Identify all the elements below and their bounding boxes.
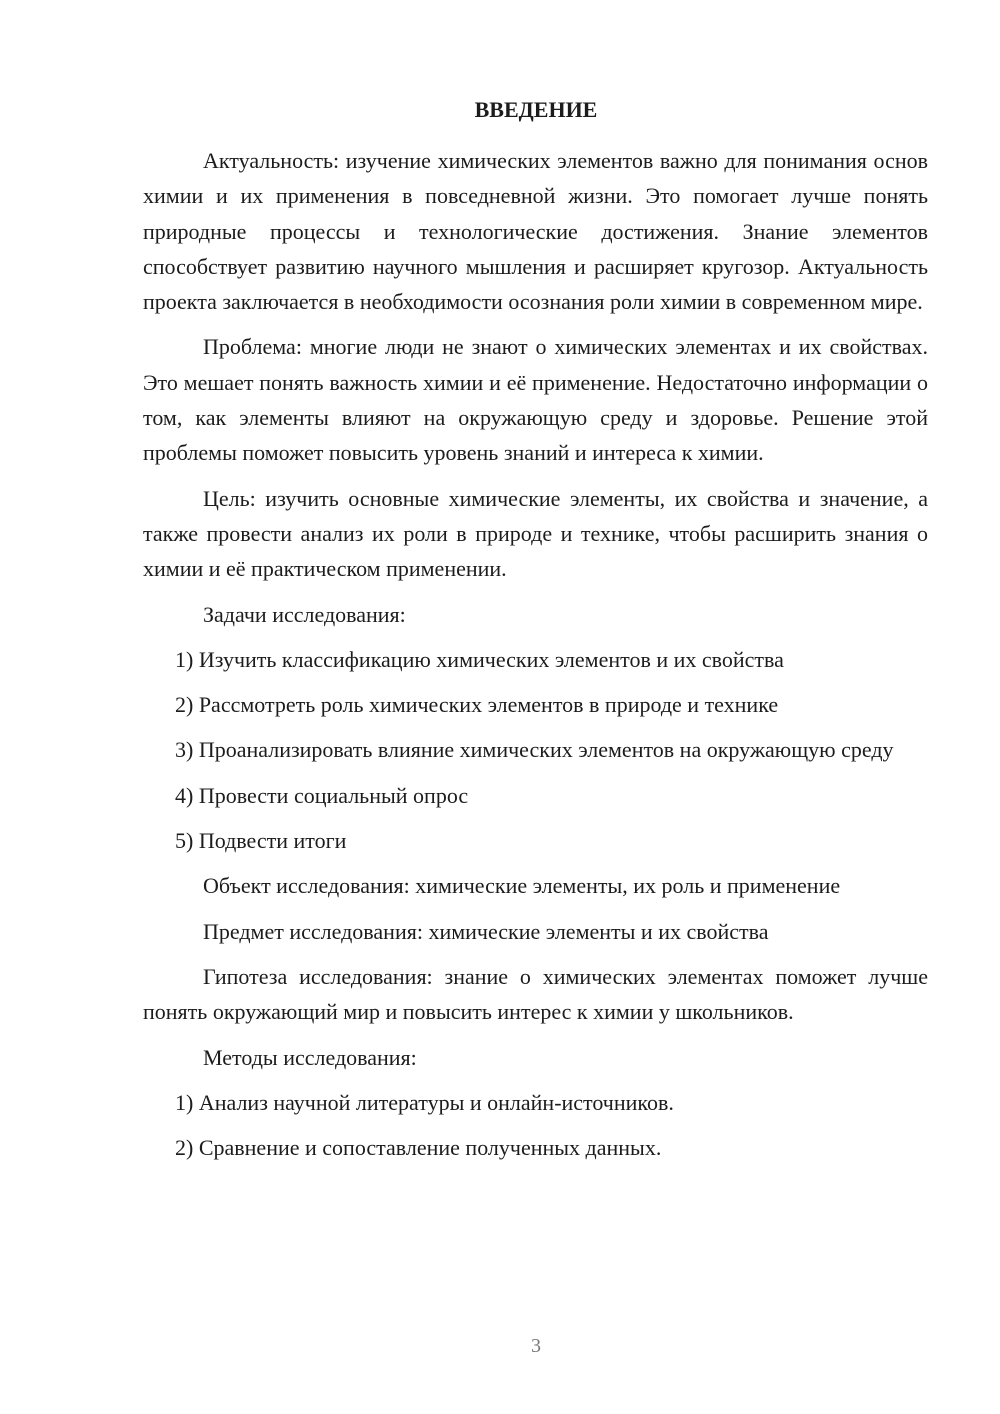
methods-title: Методы исследования: bbox=[203, 1044, 417, 1070]
paragraph-goal: Цель: изучить основные химические элементы, их свойства и значение, а также провести анализ их роли в природе и технике, чтобы расширить знания о химии и её практическом применении. bbox=[143, 485, 928, 582]
paragraph-problem: Проблема: многие люди не знают о химических элементах и их свойствах. Это мешает понять важность химии и её применение. Недостаточно информации о том, как элементы влияют на окружающую среду и здоровье. Решение этой проблемы поможет повысить уровень знаний и интереса к химии. bbox=[143, 334, 928, 466]
task-item-1: 1) Изучить классификацию химических элементов и их свойства bbox=[175, 646, 784, 672]
method-item-1: 1) Анализ научной литературы и онлайн-источников. bbox=[175, 1089, 674, 1115]
page-number: 3 bbox=[531, 1335, 541, 1357]
task-item-2: 2) Рассмотреть роль химических элементов в природе и технике bbox=[175, 692, 779, 718]
paragraph-hypothesis: Гипотеза исследования: знание о химических элементах поможет лучше понять окружающий мир и повысить интерес к химии у школьников. bbox=[143, 963, 928, 1025]
document-body bbox=[143, 143, 928, 1165]
task-item-3: 3) Проанализировать влияние химических элементов на окружающую среду bbox=[175, 737, 894, 763]
paragraph-object: Объект исследования: химические элементы, их роль и применение bbox=[203, 873, 841, 899]
tasks-title: Задачи исследования: bbox=[203, 601, 406, 627]
method-item-2: 2) Сравнение и сопоставление полученных данных. bbox=[175, 1135, 662, 1161]
paragraph-relevance: Актуальность: изучение химических элементов важно для понимания основ химии и их применения в повседневной жизни. Это помогает лучше понять природные процессы и технологические достижения. Знание элементов способствует развитию научного мышления и расширяет кругозор. Актуальность проекта заключается в необходимости осознания роли химии в современном мире. bbox=[143, 148, 928, 315]
paragraph-subject: Предмет исследования: химические элементы и их свойства bbox=[203, 918, 769, 944]
section-heading: ВВЕДЕНИЕ bbox=[474, 97, 598, 122]
task-item-4: 4) Провести социальный опрос bbox=[175, 782, 469, 808]
task-item-5: 5) Подвести итоги bbox=[175, 828, 347, 854]
